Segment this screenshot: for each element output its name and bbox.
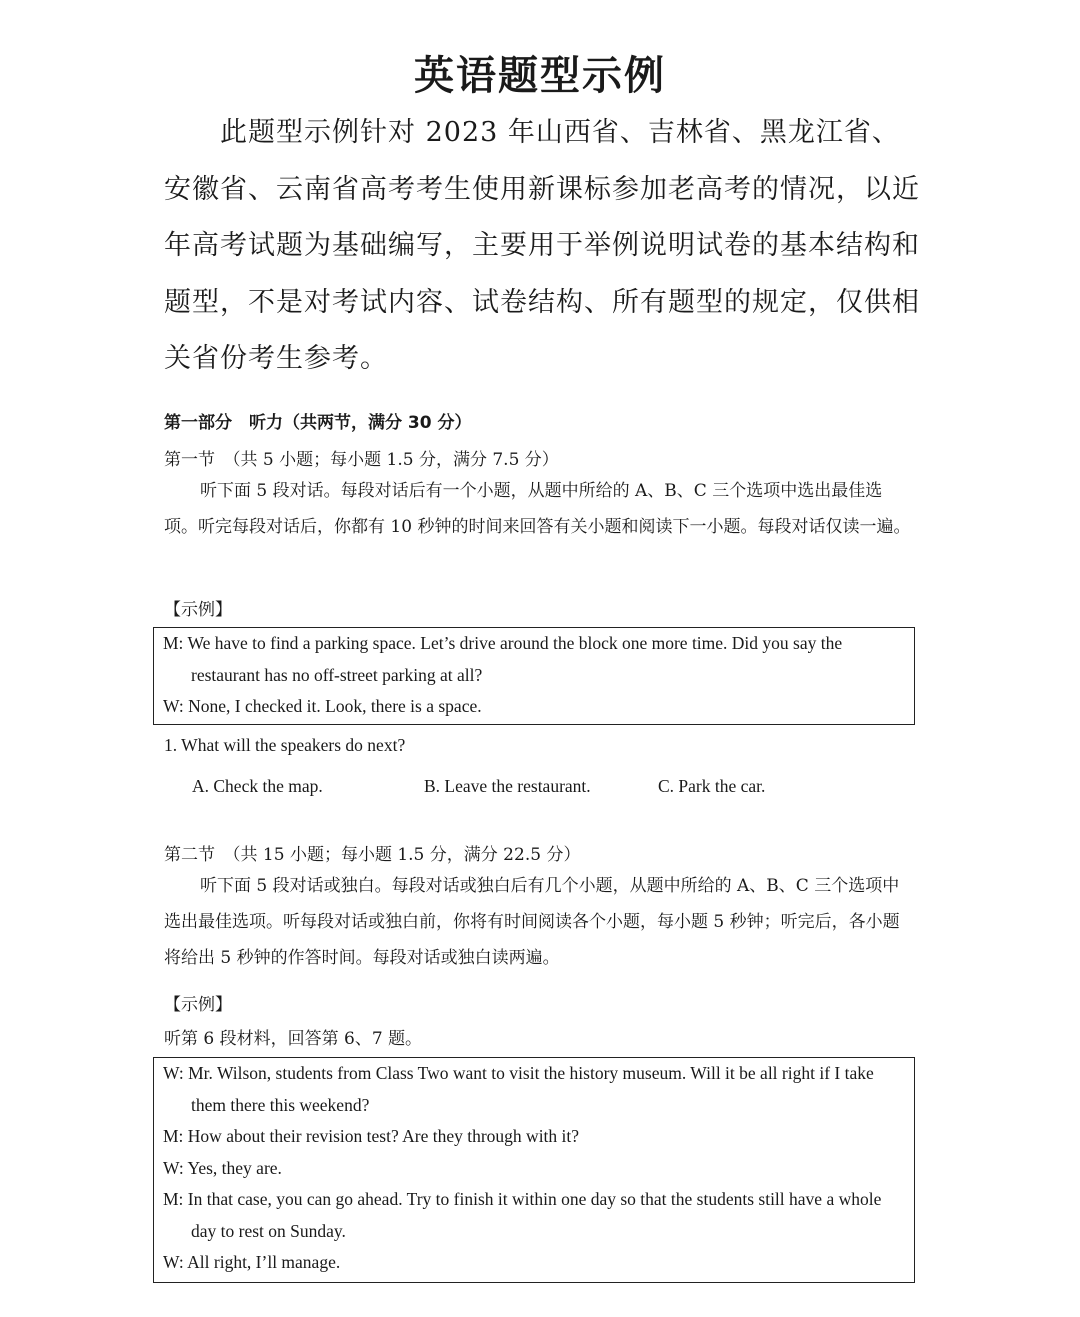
dialogue-line: W: None, I checked it. Look, there is a space. (163, 696, 482, 716)
page-title: 英语题型示例 (414, 53, 666, 99)
section2-heading: 第二节 （共 15 小题；每小题 1.5 分，满分 22.5 分） (164, 845, 581, 865)
dialogue-box-2 (153, 1057, 915, 1283)
question-1: 1. What will the speakers do next? (164, 735, 406, 755)
dialogue-box-1 (153, 627, 915, 725)
section2-instructions: 听下面 5 段对话或独白。每段对话或独白后有几个小题，从题中所给的 A、B、C 三个选项中选出最佳选项。听每段对话或独白前，你将有时间阅读各个小题，每小题 5 秒钟；听完后，各小题将给出 5 秒钟的作答时间。每段对话或独白读两遍。 (164, 876, 900, 968)
material-note: 听第 6 段材料，回答第 6、7 题。 (164, 1029, 423, 1049)
option-a: A. Check the map. (192, 776, 323, 796)
dialogue-line: W: Yes, they are. (163, 1157, 282, 1178)
dialogue-line: M: How about their revision test? Are they through with it? (163, 1126, 580, 1146)
option-b: B. Leave the restaurant. (424, 776, 591, 796)
section1-example-label: 【示例】 (164, 600, 232, 620)
section1-instructions: 听下面 5 段对话。每段对话后有一个小题，从题中所给的 A、B、C 三个选项中选出最佳选项。听完每段对话后，你都有 10 秒钟的时间来回答有关小题和阅读下一小题。每段对话仅读一遍。 (164, 481, 911, 537)
part1-heading: 第一部分 听力（共两节，满分 30 分） (164, 413, 472, 433)
dialogue-line: M: We have to find a parking space. Let’s drive around the block one more time. Did you say the restaurant has no off-street parking at all? (163, 633, 843, 685)
option-c: C. Park the car. (658, 776, 766, 796)
section1-heading: 第一节 （共 5 小题；每小题 1.5 分，满分 7.5 分） (164, 450, 559, 470)
dialogue-line: M: In that case, you can go ahead. Try to finish it within one day so that the students still have a whole day to rest on Sunday. (163, 1189, 882, 1241)
dialogue-line: W: All right, I’ll manage. (163, 1252, 341, 1272)
intro-paragraph: 此题型示例针对 2023 年山西省、吉林省、黑龙江省、安徽省、云南省高考考生使用新课标参加老高考的情况，以近年高考试题为基础编写，主要用于举例说明试卷的基本结构和题型，不是对考试内容、试卷结构、所有题型的规定，仅供相关省份考生参考。 (164, 117, 920, 374)
dialogue-line: W: Mr. Wilson, students from Class Two want to visit the history museum. Will it be all right if I take them there this weekend? (163, 1063, 874, 1115)
intro-block (164, 105, 924, 388)
section2-example-label: 【示例】 (164, 995, 232, 1015)
